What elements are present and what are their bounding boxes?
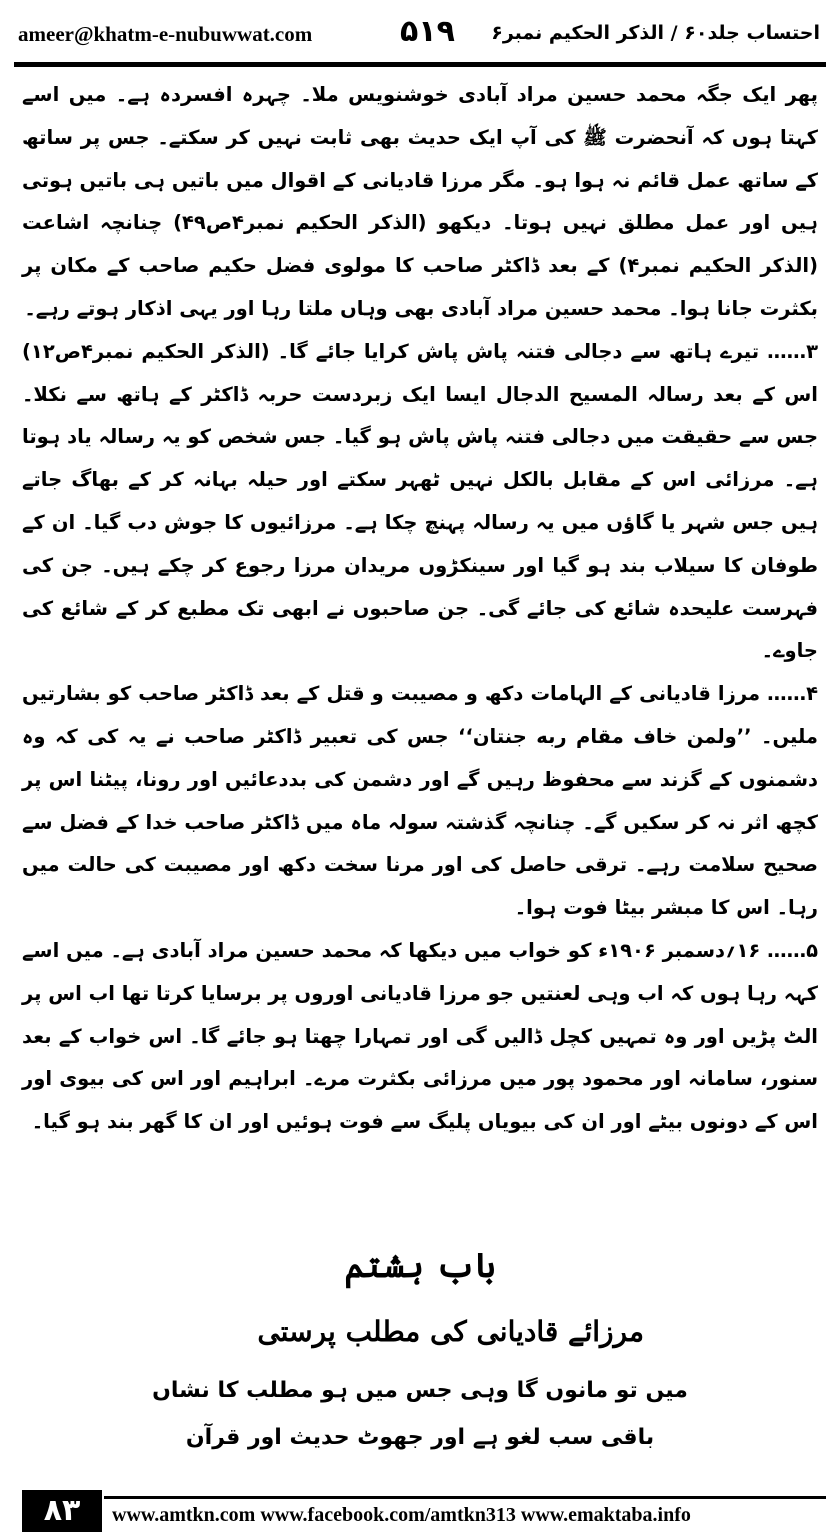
- paragraph-3: ۴…… مرزا قادیانی کے الہامات دکھ و مصیبت و قتل کے بعد ڈاکٹر صاحب کو بشارتیں ملیں۔ ’’ولمن خاف مقام ربه جنتان‘‘ جس کی تعبیر ڈاکٹر صاحب نے یہ کی کہ وہ دشمنوں کے گزند سے محفوظ رہیں گے اور دشمن کی بددعائیں اور رونا، پیٹنا اس پر کچھ اثر نہ کر سکیں گے۔ چنانچہ گذشتہ سولہ ماہ میں ڈاکٹر صاحب خدا کے فضل سے صحیح سلامت رہے۔ ترقی حاصل کی اور مرنا سخت دکھ اور مصیبت کی حالت میں رہا۔ اس کا مبشر بیٹا فوت ہوا۔: [22, 682, 818, 920]
- footer-page-number: ۸۳: [22, 1490, 102, 1532]
- page-header: [0, 0, 840, 62]
- footer-links[interactable]: www.amtkn.com www.facebook.com/amtkn313 www.emaktaba.info: [112, 1504, 691, 1526]
- body-text: [22, 74, 818, 1144]
- header-rule: [14, 62, 826, 67]
- header-page-number: ۵۱۹: [400, 14, 455, 49]
- header-email[interactable]: ameer@khatm-e-nubuwwat.com: [18, 22, 313, 46]
- chapter-subtitle: مرزائے قادیانی کی مطلب پرستی: [257, 1315, 644, 1348]
- paragraph-1: پھر ایک جگہ محمد حسین مراد آبادی خوشنویس ملا۔ چہرہ افسردہ ہے۔ میں اسے کہتا ہوں کہ آنحضرت ﷺ کی آپ ایک حدیث بھی ثابت نہیں کر سکتے۔ جس پر ساتھ کے ساتھ عمل قائم نہ ہوا ہو۔ مگر مرزا قادیانی کے اقوال میں باتیں ہی باتیں ہوتی ہیں اور عمل مطلق نہیں ہوتا۔ دیکھو (الذکر الحکیم نمبر۴ص۴۹) چنانچہ اشاعت (الذکر الحکیم نمبر۴) کے بعد ڈاکٹر صاحب کا مولوی فضل حکیم صاحب کے مکان پر بکثرت جانا ہوا۔ محمد حسین مراد آبادی بھی وہاں ملتا رہا اور یہی اذکار ہوتے رہے۔: [22, 83, 818, 320]
- paragraph-4: ۵…… ۱۶؍دسمبر ۱۹۰۶ء کو خواب میں دیکھا کہ محمد حسین مراد آبادی ہے۔ میں اسے کہہ رہا ہوں کہ اب وہی لعنتیں جو مرزا قادیانی اوروں پر برسایا کرتا تھا اب اس پر الٹ پڑیں اور وہ تمہیں کچل ڈالیں گی اور تمہارا چھتا ہو جائے گا۔ اس خواب کے بعد سنور، سامانہ اور محمود پور میں مرزائی بکثرت مرے۔ ابراہیم اور اس کی بیوی اور اس کے دونوں بیٹے اور ان کی بیویاں پلیگ سے فوت ہوئیں اور ان کا گھر بند ہو گیا۔: [22, 938, 818, 1134]
- verse-line-1: میں تو مانوں گا وہی جس میں ہو مطلب کا نشاں: [152, 1378, 688, 1403]
- page-footer: [0, 1490, 840, 1540]
- paragraph-2: ۳…… تیرے ہاتھ سے دجالی فتنہ پاش پاش کرایا جائے گا۔ (الذکر الحکیم نمبر۴ص۱۲) اس کے بعد رسالہ المسیح الدجال ایسا ایک زبردست حربہ ڈاکٹر کے ہاتھ سے نکلا۔ جس سے حقیقت میں دجالی فتنہ پاش پاش ہو گیا۔ جس شخص کو یہ رسالہ یاد ہوتا ہے۔ مرزائی اس کے مقابل بالکل نہیں ٹھہر سکتے اور حیلہ بہانہ کر کے بھاگ جاتے ہیں جس شہر یا گاؤں میں یہ رسالہ پہنچ چکا ہے۔ مرزائیوں کا جوش دب گیا۔ ان کے طوفان کا سیلاب بند ہو گیا اور سینکڑوں مریدان مرزا رجوع کر چکے ہیں۔ جن کی فہرست علیحدہ شائع کی جائے گی۔ جن صاحبوں نے ابھی تک مطبع کر کے شائع کی جاوے۔: [22, 339, 818, 663]
- verse-line-2: باقی سب لغو ہے اور جھوٹ حدیث اور قرآن: [185, 1425, 655, 1450]
- footer-rule: [104, 1496, 826, 1499]
- running-title: احتساب جلد۶۰ / الذکر الحکیم نمبر۶: [491, 22, 820, 44]
- chapter-heading: باب ہشتم: [344, 1246, 496, 1286]
